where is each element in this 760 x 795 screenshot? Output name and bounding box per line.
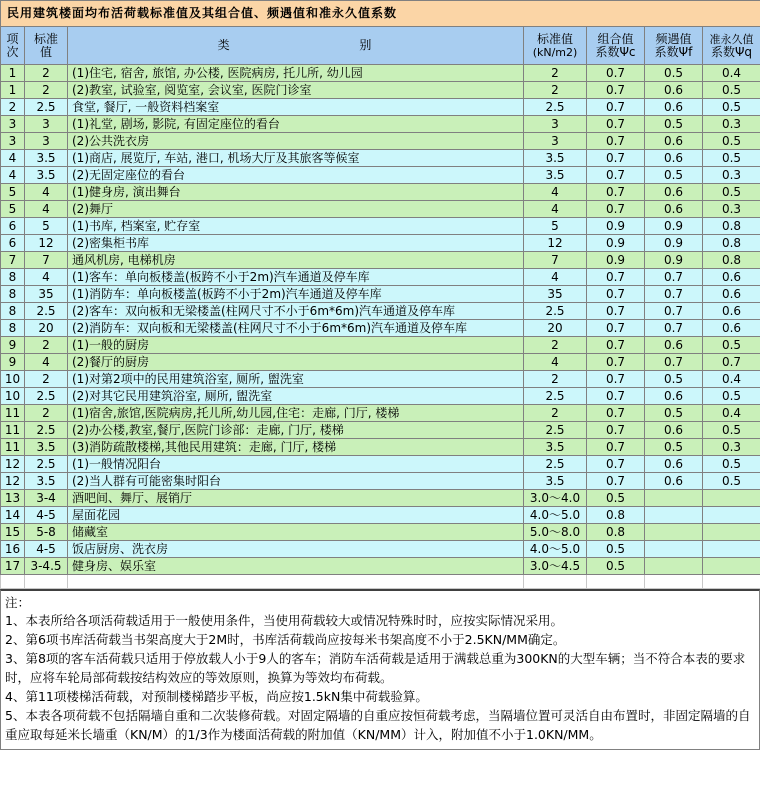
- table-row: [1, 235, 760, 252]
- cell-value: 2.5: [524, 99, 587, 116]
- cell-psi_f: [645, 558, 703, 575]
- cell-std: 3: [25, 116, 68, 133]
- cell-idx: 6: [1, 218, 25, 235]
- cell-cat: (2)餐厅的厨房: [68, 354, 524, 371]
- blank-cell: [587, 575, 645, 589]
- cell-cat: (1)商店, 展览厅, 车站, 港口, 机场大厅及其旅客等候室: [68, 150, 524, 167]
- cell-psi_q: 0.6: [703, 269, 760, 286]
- cell-std: 2.5: [25, 422, 68, 439]
- cell-psi_q: 0.5: [703, 422, 760, 439]
- cell-cat: 通风机房, 电梯机房: [68, 252, 524, 269]
- cell-psi_f: 0.5: [645, 167, 703, 184]
- note-item: 4、第11项楼梯活荷载，对预制楼梯踏步平板，尚应按1.5kN集中荷载验算。: [5, 689, 428, 704]
- header-standard-line1: 标准: [33, 31, 58, 46]
- cell-std: 35: [25, 286, 68, 303]
- cell-std: 4: [25, 269, 68, 286]
- cell-idx: 8: [1, 320, 25, 337]
- cell-psi_c: 0.8: [587, 524, 645, 541]
- cell-idx: 3: [1, 116, 25, 133]
- cell-psi_c: 0.9: [587, 252, 645, 269]
- cell-idx: 4: [1, 150, 25, 167]
- table-row: [1, 320, 760, 337]
- table-row: [1, 388, 760, 405]
- cell-value: 3: [524, 133, 587, 150]
- cell-psi_f: 0.5: [645, 116, 703, 133]
- cell-value: 4: [524, 269, 587, 286]
- cell-psi_c: 0.5: [587, 541, 645, 558]
- cell-cat: (1)对第2项中的民用建筑浴室, 厕所, 盥洗室: [68, 371, 524, 388]
- cell-cat: 饭店厨房、洗衣房: [68, 541, 524, 558]
- header-psi-c-line1: 组合值: [597, 31, 634, 46]
- table-row: [1, 252, 760, 269]
- cell-psi_c: 0.7: [587, 133, 645, 150]
- cell-std: 4-5: [25, 507, 68, 524]
- cell-idx: 17: [1, 558, 25, 575]
- cell-psi_q: 0.5: [703, 473, 760, 490]
- cell-psi_c: 0.7: [587, 303, 645, 320]
- cell-std: 12: [25, 235, 68, 252]
- cell-cat: 储藏室: [68, 524, 524, 541]
- cell-cat: (1)健身房, 演出舞台: [68, 184, 524, 201]
- cell-value: 3.0～4.0: [524, 490, 587, 507]
- cell-psi_f: [645, 541, 703, 558]
- page-title: 民用建筑楼面均布活荷载标准值及其组合值、频遇值和准永久值系数: [1, 1, 760, 27]
- cell-psi_c: 0.7: [587, 371, 645, 388]
- cell-std: 2: [25, 405, 68, 422]
- cell-std: 5: [25, 218, 68, 235]
- cell-value: 3.5: [524, 473, 587, 490]
- header-psi-f: [645, 27, 703, 65]
- table-row: [1, 473, 760, 490]
- cell-psi_q: 0.3: [703, 116, 760, 133]
- cell-idx: 9: [1, 337, 25, 354]
- table-row: [1, 354, 760, 371]
- cell-psi_c: 0.7: [587, 405, 645, 422]
- cell-cat: (2)对其它民用建筑浴室, 厕所, 盥洗室: [68, 388, 524, 405]
- cell-psi_f: 0.6: [645, 422, 703, 439]
- cell-psi_c: 0.7: [587, 167, 645, 184]
- cell-std: 3.5: [25, 473, 68, 490]
- cell-idx: 7: [1, 252, 25, 269]
- cell-std: 2: [25, 82, 68, 99]
- blank-cell: [68, 575, 524, 589]
- cell-psi_c: 0.7: [587, 320, 645, 337]
- table-row: [1, 82, 760, 99]
- notes-block: [0, 589, 760, 750]
- note-item: 3、第8项的客车活荷载只适用于停放载人小于9人的客车；消防车活荷载是适用于满载总重为300KN的大型车辆；当不符合本表的要求时，应将车轮局部荷载按结构效应的等效原则，换算为等效均布荷载。: [5, 651, 746, 685]
- table-row: [1, 116, 760, 133]
- cell-psi_q: [703, 507, 760, 524]
- cell-cat: (1)礼堂, 剧场, 影院, 有固定座位的看台: [68, 116, 524, 133]
- cell-psi_q: 0.3: [703, 439, 760, 456]
- cell-std: 4: [25, 184, 68, 201]
- header-psi-f-line2: 系数Ψf: [654, 44, 693, 59]
- table-row: [1, 337, 760, 354]
- header-standard-line2: 值: [39, 44, 52, 59]
- cell-cat: 食堂, 餐厅, 一般资料档案室: [68, 99, 524, 116]
- cell-cat: (1)书库, 档案室, 贮存室: [68, 218, 524, 235]
- table-row: [1, 541, 760, 558]
- cell-psi_f: 0.7: [645, 303, 703, 320]
- cell-psi_f: 0.6: [645, 388, 703, 405]
- cell-psi_q: 0.5: [703, 184, 760, 201]
- cell-idx: 14: [1, 507, 25, 524]
- cell-cat: 屋面花园: [68, 507, 524, 524]
- table-row: [1, 65, 760, 82]
- cell-idx: 9: [1, 354, 25, 371]
- cell-idx: 11: [1, 422, 25, 439]
- cell-value: 3.5: [524, 439, 587, 456]
- blank-cell: [645, 575, 703, 589]
- cell-value: 12: [524, 235, 587, 252]
- cell-psi_q: 0.5: [703, 82, 760, 99]
- table-row: [1, 201, 760, 218]
- cell-std: 3.5: [25, 439, 68, 456]
- cell-psi_q: 0.7: [703, 354, 760, 371]
- cell-psi_f: 0.5: [645, 371, 703, 388]
- blank-cell: [1, 575, 25, 589]
- cell-psi_c: 0.7: [587, 82, 645, 99]
- cell-std: 4-5: [25, 541, 68, 558]
- cell-value: 2: [524, 371, 587, 388]
- cell-cat: (1)客车：单向板楼盖(板跨不小于2m)汽车通道及停车库: [68, 269, 524, 286]
- cell-psi_c: 0.7: [587, 116, 645, 133]
- table-row: [1, 99, 760, 116]
- cell-std: 3.5: [25, 150, 68, 167]
- cell-psi_q: 0.5: [703, 456, 760, 473]
- cell-std: 4: [25, 201, 68, 218]
- cell-std: 2: [25, 337, 68, 354]
- cell-psi_c: 0.7: [587, 286, 645, 303]
- header-psi-q-line1: 准永久值: [709, 32, 754, 46]
- cell-psi_q: [703, 524, 760, 541]
- table-row: [1, 456, 760, 473]
- table-row: [1, 218, 760, 235]
- cell-psi_f: 0.7: [645, 269, 703, 286]
- cell-std: 20: [25, 320, 68, 337]
- cell-value: 2: [524, 82, 587, 99]
- cell-psi_q: 0.4: [703, 65, 760, 82]
- cell-value: 4: [524, 354, 587, 371]
- cell-cat: (2)办公楼,教室,餐厅,医院门诊部：走廊, 门厅, 楼梯: [68, 422, 524, 439]
- cell-psi_f: 0.6: [645, 150, 703, 167]
- cell-psi_c: 0.7: [587, 150, 645, 167]
- cell-std: 2: [25, 65, 68, 82]
- cell-cat: (2)当人群有可能密集时阳台: [68, 473, 524, 490]
- cell-psi_f: 0.5: [645, 65, 703, 82]
- cell-psi_f: 0.6: [645, 473, 703, 490]
- header-index-line2: 次: [6, 44, 19, 59]
- table-row: [1, 150, 760, 167]
- table-row: [1, 490, 760, 507]
- blank-cell: [25, 575, 68, 589]
- cell-psi_f: 0.9: [645, 252, 703, 269]
- cell-psi_f: 0.7: [645, 286, 703, 303]
- header-value-line1: 标准值: [536, 31, 573, 46]
- cell-idx: 16: [1, 541, 25, 558]
- cell-cat: (2)教室, 试验室, 阅览室, 会议室, 医院门诊室: [68, 82, 524, 99]
- cell-psi_f: [645, 507, 703, 524]
- table-row: [1, 303, 760, 320]
- title-row: [1, 1, 760, 27]
- table-row: [1, 167, 760, 184]
- header-category: [68, 27, 524, 65]
- blank-spacer-row: [1, 575, 760, 589]
- cell-value: 2: [524, 65, 587, 82]
- cell-psi_f: 0.5: [645, 439, 703, 456]
- cell-value: 2.5: [524, 303, 587, 320]
- cell-psi_c: 0.5: [587, 490, 645, 507]
- cell-idx: 1: [1, 82, 25, 99]
- cell-psi_f: 0.9: [645, 235, 703, 252]
- cell-psi_q: 0.8: [703, 252, 760, 269]
- cell-std: 3-4: [25, 490, 68, 507]
- cell-psi_c: 0.7: [587, 184, 645, 201]
- cell-value: 4: [524, 184, 587, 201]
- cell-idx: 8: [1, 269, 25, 286]
- cell-psi_f: 0.5: [645, 405, 703, 422]
- cell-value: 2: [524, 405, 587, 422]
- cell-psi_q: 0.5: [703, 388, 760, 405]
- header-psi-c-line2: 系数Ψc: [595, 44, 636, 59]
- cell-cat: 酒吧间、舞厅、展销厅: [68, 490, 524, 507]
- header-index: [1, 27, 25, 65]
- cell-value: 3.0～4.5: [524, 558, 587, 575]
- header-index-line1: 项: [6, 31, 19, 46]
- cell-std: 3.5: [25, 167, 68, 184]
- cell-cat: (2)消防车：双向板和无梁楼盖(柱网尺寸不小于6m*6m)汽车通道及停车库: [68, 320, 524, 337]
- cell-psi_q: [703, 541, 760, 558]
- cell-psi_q: 0.4: [703, 371, 760, 388]
- cell-psi_q: 0.3: [703, 201, 760, 218]
- header-psi-q-line2: 系数Ψq: [710, 44, 753, 59]
- header-category-line2: 别: [359, 38, 374, 52]
- note-item: 1、本表所给各项活荷载适用于一般使用条件，当使用荷载较大或情况特殊时时，应按实际情况采用。: [5, 613, 563, 628]
- cell-cat: (1)消防车：单向板楼盖(板跨不小于2m)汽车通道及停车库: [68, 286, 524, 303]
- cell-idx: 11: [1, 439, 25, 456]
- cell-psi_f: 0.6: [645, 456, 703, 473]
- cell-psi_q: 0.5: [703, 133, 760, 150]
- cell-idx: 2: [1, 99, 25, 116]
- cell-cat: (2)密集柜书库: [68, 235, 524, 252]
- cell-idx: 12: [1, 456, 25, 473]
- cell-psi_c: 0.7: [587, 473, 645, 490]
- cell-idx: 15: [1, 524, 25, 541]
- cell-idx: 10: [1, 371, 25, 388]
- cell-cat: (2)无固定座位的看台: [68, 167, 524, 184]
- cell-std: 2.5: [25, 388, 68, 405]
- cell-value: 5: [524, 218, 587, 235]
- cell-value: 2: [524, 337, 587, 354]
- cell-idx: 10: [1, 388, 25, 405]
- blank-cell: [524, 575, 587, 589]
- cell-psi_c: 0.7: [587, 201, 645, 218]
- cell-std: 3: [25, 133, 68, 150]
- cell-idx: 3: [1, 133, 25, 150]
- cell-psi_f: 0.6: [645, 133, 703, 150]
- cell-psi_q: [703, 558, 760, 575]
- cell-value: 3: [524, 116, 587, 133]
- cell-psi_c: 0.7: [587, 354, 645, 371]
- cell-cat: (2)客车：双向板和无梁楼盖(柱网尺寸不小于6m*6m)汽车通道及停车库: [68, 303, 524, 320]
- cell-cat: (1)住宅, 宿舍, 旅馆, 办公楼, 医院病房, 托儿所, 幼儿园: [68, 65, 524, 82]
- cell-psi_f: 0.6: [645, 184, 703, 201]
- cell-psi_f: [645, 524, 703, 541]
- cell-cat: 健身房、娱乐室: [68, 558, 524, 575]
- cell-psi_c: 0.7: [587, 422, 645, 439]
- cell-psi_q: 0.6: [703, 303, 760, 320]
- cell-idx: 13: [1, 490, 25, 507]
- cell-cat: (1)宿舍,旅馆,医院病房,托儿所,幼儿园,住宅：走廊, 门厅, 楼梯: [68, 405, 524, 422]
- cell-psi_q: 0.6: [703, 320, 760, 337]
- cell-psi_f: 0.6: [645, 337, 703, 354]
- note-item: 2、第6项书库活荷载当书架高度大于2M时，书库活荷载尚应按每米书架高度不小于2.5KN/MM确定。: [5, 632, 566, 647]
- cell-psi_c: 0.5: [587, 558, 645, 575]
- note-item: 5、本表各项荷载不包括隔墙自重和二次装修荷载。对固定隔墙的自重应按恒荷载考虑，当隔墙位置可灵活自由布置时，非固定隔墙的自重应取每延米长墙重（KN/M）的1/3作为楼面活荷载的附加值（KN/MM）计入，附加值不小于1.0KN/MM。: [5, 708, 751, 742]
- cell-idx: 5: [1, 184, 25, 201]
- header-value-line2: (kN/m2): [532, 45, 578, 59]
- cell-psi_c: 0.7: [587, 65, 645, 82]
- blank-cell: [703, 575, 760, 589]
- cell-cat: (1)一般的厨房: [68, 337, 524, 354]
- cell-cat: (1)一般情况阳台: [68, 456, 524, 473]
- cell-value: 5.0～8.0: [524, 524, 587, 541]
- table-row: [1, 507, 760, 524]
- table-row: [1, 184, 760, 201]
- cell-value: 4: [524, 201, 587, 218]
- cell-psi_c: 0.7: [587, 337, 645, 354]
- cell-value: 7: [524, 252, 587, 269]
- cell-std: 2.5: [25, 303, 68, 320]
- cell-psi_q: 0.3: [703, 167, 760, 184]
- cell-psi_c: 0.7: [587, 456, 645, 473]
- cell-std: 4: [25, 354, 68, 371]
- cell-psi_q: 0.8: [703, 218, 760, 235]
- cell-psi_f: 0.9: [645, 218, 703, 235]
- header-row: [1, 27, 760, 65]
- header-category-line1: 类: [217, 38, 232, 52]
- header-psi-f-line1: 频遇值: [655, 31, 692, 46]
- cell-value: 2.5: [524, 388, 587, 405]
- cell-cat: (2)舞厅: [68, 201, 524, 218]
- table-row: [1, 524, 760, 541]
- cell-idx: 12: [1, 473, 25, 490]
- table-row: [1, 405, 760, 422]
- cell-idx: 1: [1, 65, 25, 82]
- cell-std: 2.5: [25, 456, 68, 473]
- table-row: [1, 439, 760, 456]
- table-row: [1, 371, 760, 388]
- cell-idx: 4: [1, 167, 25, 184]
- cell-value: 35: [524, 286, 587, 303]
- header-standard: [25, 27, 68, 65]
- cell-value: 2.5: [524, 456, 587, 473]
- header-psi-q: [703, 27, 760, 65]
- cell-psi_f: 0.6: [645, 82, 703, 99]
- cell-idx: 6: [1, 235, 25, 252]
- cell-idx: 8: [1, 286, 25, 303]
- cell-psi_c: 0.7: [587, 388, 645, 405]
- cell-psi_c: 0.8: [587, 507, 645, 524]
- cell-psi_q: 0.8: [703, 235, 760, 252]
- header-value: [524, 27, 587, 65]
- table-row: [1, 269, 760, 286]
- cell-psi_q: 0.5: [703, 337, 760, 354]
- cell-psi_q: 0.4: [703, 405, 760, 422]
- cell-value: 3.5: [524, 167, 587, 184]
- cell-std: 7: [25, 252, 68, 269]
- cell-std: 2.5: [25, 99, 68, 116]
- cell-std: 3-4.5: [25, 558, 68, 575]
- cell-idx: 8: [1, 303, 25, 320]
- cell-idx: 11: [1, 405, 25, 422]
- cell-psi_q: 0.5: [703, 99, 760, 116]
- table-row: [1, 558, 760, 575]
- cell-psi_f: 0.7: [645, 320, 703, 337]
- cell-psi_c: 0.7: [587, 269, 645, 286]
- cell-cat: (3)消防疏散楼梯,其他民用建筑：走廊, 门厅, 楼梯: [68, 439, 524, 456]
- header-psi-c: [587, 27, 645, 65]
- notes-label: 注：: [5, 595, 31, 610]
- cell-cat: (2)公共洗衣房: [68, 133, 524, 150]
- cell-value: 20: [524, 320, 587, 337]
- cell-psi_f: 0.7: [645, 354, 703, 371]
- cell-psi_c: 0.9: [587, 218, 645, 235]
- table-body: [1, 65, 760, 575]
- cell-std: 2: [25, 371, 68, 388]
- cell-idx: 5: [1, 201, 25, 218]
- cell-psi_c: 0.7: [587, 439, 645, 456]
- cell-psi_q: 0.6: [703, 286, 760, 303]
- cell-value: 4.0～5.0: [524, 507, 587, 524]
- cell-psi_q: [703, 490, 760, 507]
- cell-psi_c: 0.9: [587, 235, 645, 252]
- table-row: [1, 422, 760, 439]
- cell-psi_f: [645, 490, 703, 507]
- cell-value: 2.5: [524, 422, 587, 439]
- cell-value: 4.0～5.0: [524, 541, 587, 558]
- cell-psi_f: 0.6: [645, 99, 703, 116]
- table-row: [1, 133, 760, 150]
- cell-psi_q: 0.5: [703, 150, 760, 167]
- cell-psi_c: 0.7: [587, 99, 645, 116]
- cell-value: 3.5: [524, 150, 587, 167]
- cell-std: 5-8: [25, 524, 68, 541]
- cell-psi_f: 0.6: [645, 201, 703, 218]
- table-row: [1, 286, 760, 303]
